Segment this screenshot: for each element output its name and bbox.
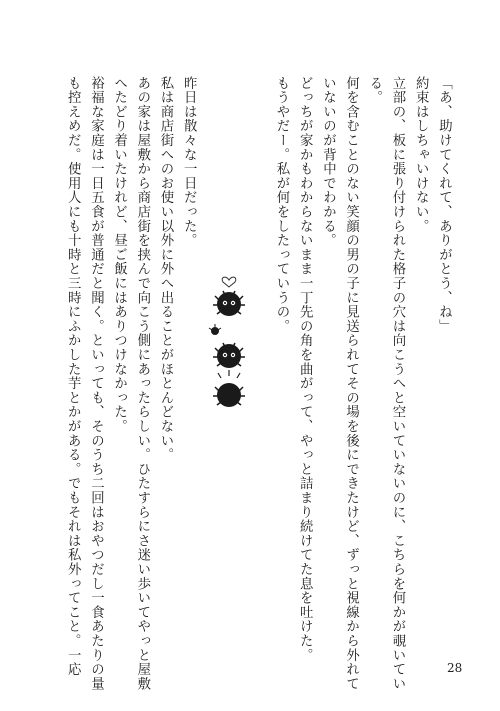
- text-column: へたどり着いたけれど、昼ご飯にはありつけなかった。: [111, 76, 127, 434]
- soot-sprite-icon: [213, 291, 245, 316]
- text-column: もうやだー。私が何をしたっていうの。: [274, 76, 289, 334]
- text-column: どっちが家かもわからないまま一丁先の角を曲がって、やっと詰まり続けてた息を吐けた。: [297, 76, 313, 663]
- heart-icon: [222, 277, 236, 287]
- text-column: 約束はしちゃいけない。: [413, 76, 429, 234]
- text-column: も控えめだ。使用人にも十時と三時にふかした芋とかがある。でもそれは私外ってこと。一応: [65, 76, 81, 677]
- soot-sprites-illustration: [203, 271, 255, 416]
- text-column: 昨日は散々な一日だった。: [181, 76, 197, 248]
- small-soot-sprite-icon: [209, 324, 221, 335]
- page-number: 28: [447, 661, 463, 675]
- soot-sprite-icon: [213, 383, 245, 407]
- soot-sprite-icon: [213, 343, 245, 368]
- text-column: いないのが背中でわかる。: [320, 76, 336, 248]
- text-column: 私は商店街へのお使い以外に外へ出ることがほとんどない。: [158, 76, 173, 463]
- text-column: 何を含むことのない笑顔の男の子に見送られてその場を後にできたけど、ずっと視線から外れて: [343, 76, 359, 691]
- text-column: 「あ、助けてくれて、ありがとう、ね」: [436, 76, 452, 334]
- text-column: あの家は屋敷から商店街を挟んで向こう側にあったらしい。ひたすらにさ迷い歩いてやっと屋敷: [134, 76, 150, 691]
- surprise-marks-icon: [218, 370, 240, 378]
- text-column: 裕福な家庭は一日五食が普通だと聞く。といっても、そのうち二回はおやつだし一食あたりの量: [88, 76, 104, 691]
- text-column: る。: [366, 76, 382, 105]
- text-column: 立部の、板に張り付けられた格子の穴は向こうへと空いていないのに、こちらを何かが覗いてい: [390, 76, 405, 691]
